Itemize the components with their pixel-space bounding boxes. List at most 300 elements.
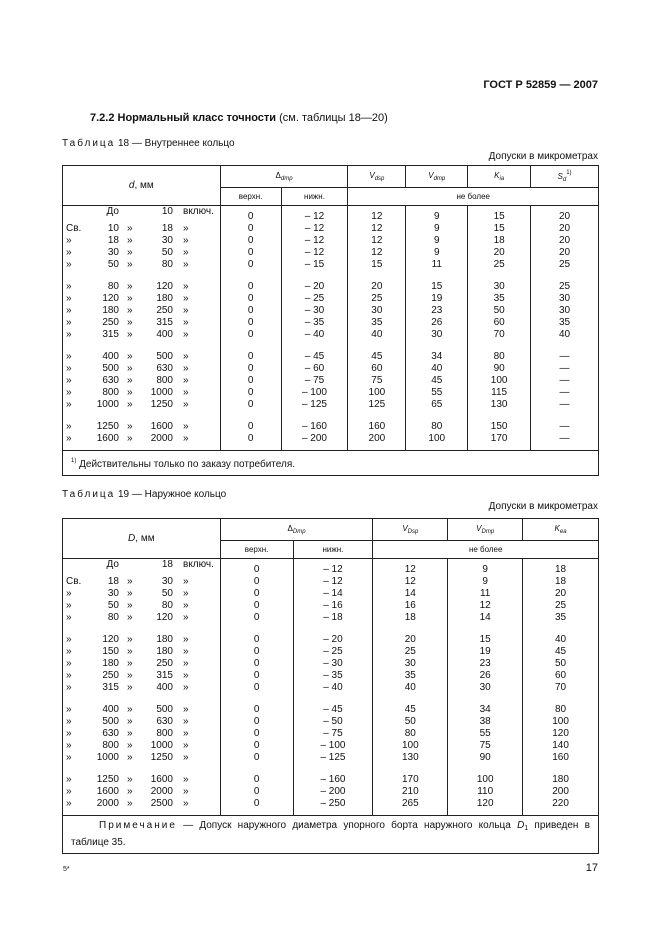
table-19-note: Примечание — Допуск наружного диаметра упорного борта наружного кольца $D_1$ приведен в таблице 35. (63, 816, 599, 854)
table-cell: – 45 (293, 704, 373, 716)
table-cell: 20 (531, 247, 599, 259)
range-part: 120 (102, 293, 119, 304)
table-cell: 0 (220, 658, 293, 670)
range-part: » (127, 728, 133, 739)
size-range-cell (63, 363, 221, 375)
table-cell: – 45 (281, 351, 348, 363)
table-cell: 18 (523, 559, 599, 577)
size-range-cell (63, 740, 221, 752)
range-part: 1600 (96, 786, 119, 797)
table-cell: 20 (531, 235, 599, 247)
range-part: 180 (156, 634, 173, 645)
table-row (63, 740, 599, 752)
table-cell: — (531, 363, 599, 375)
range-part: » (127, 375, 133, 386)
range-part: » (183, 305, 189, 316)
table-cell: 0 (220, 259, 281, 271)
range-part: » (183, 259, 189, 270)
size-range-cell (63, 206, 221, 224)
table-cell: – 12 (293, 559, 373, 577)
range-part: 120 (156, 281, 173, 292)
table-cell: 0 (220, 317, 281, 329)
range-part: » (127, 433, 133, 444)
range-part: 30 (161, 235, 173, 246)
table-cell: 35 (531, 317, 599, 329)
table-cell: 45 (523, 646, 599, 658)
table-cell: 0 (220, 740, 293, 752)
range-part: » (66, 375, 72, 386)
size-range-cell (63, 612, 221, 624)
table-cell: 120 (448, 798, 523, 816)
table-cell: 40 (531, 329, 599, 341)
table-cell: 45 (373, 704, 448, 716)
size-range-cell (63, 293, 221, 305)
range-part: 315 (102, 329, 119, 340)
table-cell: – 15 (281, 259, 348, 271)
size-range-cell (63, 588, 221, 600)
size-range-cell (63, 752, 221, 764)
table-cell: 30 (531, 293, 599, 305)
table-cell: 9 (448, 576, 523, 588)
table-cell: – 40 (293, 682, 373, 694)
size-range-cell (63, 351, 221, 363)
table-cell: 0 (220, 329, 281, 341)
table-cell: 14 (448, 612, 523, 624)
range-part: 1600 (150, 421, 173, 432)
range-part: 1000 (96, 752, 119, 763)
column-header-vDsp: $V_{Dsp}$ (373, 519, 448, 541)
range-part: 2000 (150, 433, 173, 444)
table-cell: 0 (220, 281, 281, 293)
size-range-cell (63, 704, 221, 716)
table-cell: – 200 (281, 433, 348, 451)
table-cell: 45 (348, 351, 406, 363)
table-cell: 100 (348, 387, 406, 399)
range-part: » (183, 612, 189, 623)
table-cell: 34 (406, 351, 468, 363)
table-cell: 0 (220, 670, 293, 682)
range-part: » (183, 786, 189, 797)
range-part: 800 (102, 387, 119, 398)
table-cell: – 30 (293, 658, 373, 670)
table-18 (62, 165, 599, 476)
size-range-cell (63, 774, 221, 786)
column-header-not-more: не более (348, 188, 599, 206)
table-cell: 12 (348, 206, 406, 224)
table-cell: – 75 (293, 728, 373, 740)
table-row (63, 752, 599, 764)
size-range-cell (63, 670, 221, 682)
table-cell: 60 (468, 317, 531, 329)
range-part: » (66, 421, 72, 432)
size-range-cell (63, 634, 221, 646)
table-cell: 20 (468, 247, 531, 259)
table-row (63, 317, 599, 329)
table-cell: – 20 (293, 634, 373, 646)
table-cell: 0 (220, 774, 293, 786)
table-cell: 220 (523, 798, 599, 816)
range-part: » (127, 634, 133, 645)
table-cell: 20 (348, 281, 406, 293)
table-cell: — (531, 351, 599, 363)
table-cell: 150 (468, 421, 531, 433)
table-18-units-note: Допуски в микрометрах (488, 151, 598, 162)
range-part: » (183, 798, 189, 809)
table-cell: 25 (531, 259, 599, 271)
range-part: » (66, 704, 72, 715)
table-cell: 15 (348, 259, 406, 271)
range-part: 1000 (150, 740, 173, 751)
size-range-cell (63, 259, 221, 271)
range-part: 800 (102, 740, 119, 751)
table-cell: 0 (220, 786, 293, 798)
table-cell: – 12 (281, 247, 348, 259)
size-range-cell (63, 716, 221, 728)
table-cell: 0 (220, 421, 281, 433)
table-cell: — (531, 387, 599, 399)
table-cell: 9 (406, 223, 468, 235)
table-cell: 70 (468, 329, 531, 341)
table-cell: 0 (220, 588, 293, 600)
range-part: » (183, 752, 189, 763)
range-part: 2500 (150, 798, 173, 809)
table-row (63, 421, 599, 433)
table-cell: 12 (348, 235, 406, 247)
table-cell: 12 (348, 247, 406, 259)
range-part: 150 (102, 646, 119, 657)
range-part: » (66, 786, 72, 797)
range-part: » (66, 293, 72, 304)
range-part: » (183, 281, 189, 292)
range-part: 10 (107, 223, 119, 234)
range-part: 800 (156, 375, 173, 386)
table-cell: 26 (448, 670, 523, 682)
table-cell: 14 (373, 588, 448, 600)
table-row (63, 798, 599, 816)
table-cell: 45 (406, 375, 468, 387)
range-part: » (183, 728, 189, 739)
range-part: 250 (156, 658, 173, 669)
range-part: 250 (102, 670, 119, 681)
range-part: » (183, 433, 189, 444)
size-range-cell (63, 387, 221, 399)
range-part: » (66, 682, 72, 693)
table-cell: 12 (373, 559, 448, 577)
range-part: » (127, 682, 133, 693)
range-part: » (183, 317, 189, 328)
table-cell: 35 (523, 612, 599, 624)
table-cell: – 20 (281, 281, 348, 293)
range-part: включ. (183, 206, 214, 217)
range-part: » (66, 433, 72, 444)
table-cell: 170 (373, 774, 448, 786)
range-part: » (183, 576, 189, 587)
table-cell: 0 (220, 387, 281, 399)
table-cell: 20 (531, 206, 599, 224)
size-range-cell (63, 600, 221, 612)
range-part: » (66, 399, 72, 410)
table-row (63, 786, 599, 798)
range-part: » (66, 600, 72, 611)
range-part: Св. (66, 223, 82, 234)
column-header-outer-diameter: D, мм (63, 519, 221, 559)
range-part: » (127, 646, 133, 657)
table-19 (62, 518, 599, 854)
table-cell: 18 (523, 576, 599, 588)
table-row (63, 375, 599, 387)
range-part: » (183, 658, 189, 669)
table-cell: — (531, 399, 599, 411)
size-range-cell (63, 421, 221, 433)
range-part: 1250 (96, 774, 119, 785)
range-part: 18 (161, 559, 173, 570)
table-cell: 80 (373, 728, 448, 740)
column-header-upper: верхн. (220, 188, 281, 206)
table-cell: 15 (468, 223, 531, 235)
range-part: » (127, 774, 133, 785)
column-header-lower: нижн. (281, 188, 348, 206)
table-row (63, 704, 599, 716)
range-part: 500 (156, 351, 173, 362)
table-cell: 25 (468, 259, 531, 271)
table-cell: 0 (220, 576, 293, 588)
size-range-cell (63, 728, 221, 740)
table-cell: 120 (523, 728, 599, 740)
table-cell: 12 (448, 600, 523, 612)
table-cell: 0 (220, 375, 281, 387)
range-part: » (127, 351, 133, 362)
table-cell: 30 (448, 682, 523, 694)
range-part: » (127, 670, 133, 681)
table-cell: 50 (523, 658, 599, 670)
size-range-cell (63, 399, 221, 411)
table-cell: 0 (220, 305, 281, 317)
range-part: 400 (102, 351, 119, 362)
range-part: » (66, 259, 72, 270)
range-part: » (127, 421, 133, 432)
column-header-kia: $K_{ia}$ (468, 166, 531, 188)
table-cell: 80 (406, 421, 468, 433)
table-cell: 80 (468, 351, 531, 363)
size-range-cell (63, 559, 221, 577)
range-part: » (127, 658, 133, 669)
range-part: » (127, 259, 133, 270)
table-cell: 180 (523, 774, 599, 786)
table-cell: 50 (373, 716, 448, 728)
table-cell: 30 (468, 281, 531, 293)
range-part: » (183, 670, 189, 681)
table-row (63, 646, 599, 658)
table-cell: 30 (373, 658, 448, 670)
table-cell: – 200 (293, 786, 373, 798)
range-part: » (183, 399, 189, 410)
size-range-cell (63, 798, 221, 816)
table-cell: 265 (373, 798, 448, 816)
table-cell: 60 (348, 363, 406, 375)
table-cell: 20 (373, 634, 448, 646)
range-part: До (106, 206, 119, 217)
table-cell: 9 (406, 206, 468, 224)
table-cell: 90 (468, 363, 531, 375)
table-row (63, 559, 599, 577)
table-cell: 80 (523, 704, 599, 716)
range-part: » (127, 387, 133, 398)
table-row (63, 223, 599, 235)
table-cell: 15 (468, 206, 531, 224)
table-cell: 0 (220, 600, 293, 612)
table-row (63, 305, 599, 317)
table-cell: 0 (220, 399, 281, 411)
column-header-not-more: не более (373, 541, 599, 559)
table-cell: – 160 (281, 421, 348, 433)
table-row (63, 658, 599, 670)
table-cell: 0 (220, 646, 293, 658)
size-range-cell (63, 317, 221, 329)
range-part: » (183, 247, 189, 258)
size-range-cell (63, 375, 221, 387)
size-range-cell (63, 576, 221, 588)
table-cell: 160 (348, 421, 406, 433)
range-part: » (66, 317, 72, 328)
table-cell: 25 (348, 293, 406, 305)
table-cell: 0 (220, 612, 293, 624)
table-cell: – 12 (281, 206, 348, 224)
table-cell: 210 (373, 786, 448, 798)
table-cell: 0 (220, 634, 293, 646)
range-part: 18 (161, 223, 173, 234)
table-cell: – 40 (281, 329, 348, 341)
size-range-cell (63, 305, 221, 317)
range-part: 180 (156, 646, 173, 657)
size-range-cell (63, 658, 221, 670)
column-header-sd: $S_d^{1)}$ (531, 166, 599, 188)
table-cell: 100 (523, 716, 599, 728)
range-part: » (66, 363, 72, 374)
range-part: » (127, 223, 133, 234)
table-cell: 100 (373, 740, 448, 752)
table-cell: 15 (448, 634, 523, 646)
table-cell: 0 (220, 728, 293, 740)
range-part: » (66, 728, 72, 739)
range-part: 400 (156, 329, 173, 340)
range-part: 50 (107, 600, 119, 611)
range-part: 250 (156, 305, 173, 316)
table-cell: 0 (220, 235, 281, 247)
table-cell: – 100 (293, 740, 373, 752)
range-part: 30 (107, 588, 119, 599)
table-cell: 0 (220, 559, 293, 577)
table-cell: 55 (406, 387, 468, 399)
range-part: » (66, 774, 72, 785)
table-cell: 40 (348, 329, 406, 341)
range-part: » (183, 375, 189, 386)
range-part: Св. (66, 576, 82, 587)
range-part: 80 (107, 612, 119, 623)
range-part: включ. (183, 559, 214, 570)
table-cell: 100 (448, 774, 523, 786)
range-part: 315 (156, 317, 173, 328)
sheet-mark: 5* (63, 866, 70, 873)
table-cell: – 25 (281, 293, 348, 305)
range-part: » (127, 317, 133, 328)
table-18-footnote: $^{1)}$ Действительны только по заказу потребителя. (63, 451, 599, 476)
table-row (63, 576, 599, 588)
range-part: » (66, 235, 72, 246)
table-row (63, 293, 599, 305)
table-cell: – 125 (281, 399, 348, 411)
range-part: 400 (156, 682, 173, 693)
range-part: » (183, 740, 189, 751)
table-row (63, 716, 599, 728)
range-part: » (127, 329, 133, 340)
range-part: » (183, 351, 189, 362)
range-part: » (66, 329, 72, 340)
size-range-cell (63, 682, 221, 694)
table-row (63, 387, 599, 399)
range-part: » (66, 247, 72, 258)
table-cell: 19 (448, 646, 523, 658)
range-part: » (66, 588, 72, 599)
size-range-cell (63, 247, 221, 259)
table-cell: — (531, 421, 599, 433)
range-part: » (127, 612, 133, 623)
table-row (63, 363, 599, 375)
table-cell: 0 (220, 682, 293, 694)
range-part: 30 (107, 247, 119, 258)
range-part: » (183, 421, 189, 432)
range-part: 500 (102, 363, 119, 374)
size-range-cell (63, 235, 221, 247)
range-part: » (127, 740, 133, 751)
range-part: 180 (156, 293, 173, 304)
table-cell: 0 (220, 351, 281, 363)
table-row (63, 351, 599, 363)
range-part: » (183, 329, 189, 340)
range-part: 180 (102, 305, 119, 316)
range-part: » (183, 716, 189, 727)
table-cell: 20 (531, 223, 599, 235)
table-18-caption: Таблица 18 — Внутреннее кольцо (62, 138, 235, 149)
range-part: » (183, 600, 189, 611)
range-part: 630 (156, 363, 173, 374)
range-part: » (66, 740, 72, 751)
range-part: » (66, 658, 72, 669)
range-part: » (183, 293, 189, 304)
table-cell: — (531, 433, 599, 451)
table-cell: 18 (373, 612, 448, 624)
size-range-cell (63, 329, 221, 341)
table-cell: 0 (220, 247, 281, 259)
table-cell: – 16 (293, 600, 373, 612)
table-cell: – 100 (281, 387, 348, 399)
table-cell: 200 (348, 433, 406, 451)
table-cell: – 125 (293, 752, 373, 764)
table-row (63, 235, 599, 247)
range-part: 800 (156, 728, 173, 739)
table-cell: 130 (373, 752, 448, 764)
table-cell: 0 (220, 798, 293, 816)
table-cell: – 30 (281, 305, 348, 317)
table-cell: – 35 (293, 670, 373, 682)
range-part: » (183, 704, 189, 715)
table-cell: 50 (468, 305, 531, 317)
table-row (63, 634, 599, 646)
table-row (63, 259, 599, 271)
table-cell: 40 (373, 682, 448, 694)
range-part: » (183, 682, 189, 693)
table-cell: 55 (448, 728, 523, 740)
table-row (63, 728, 599, 740)
